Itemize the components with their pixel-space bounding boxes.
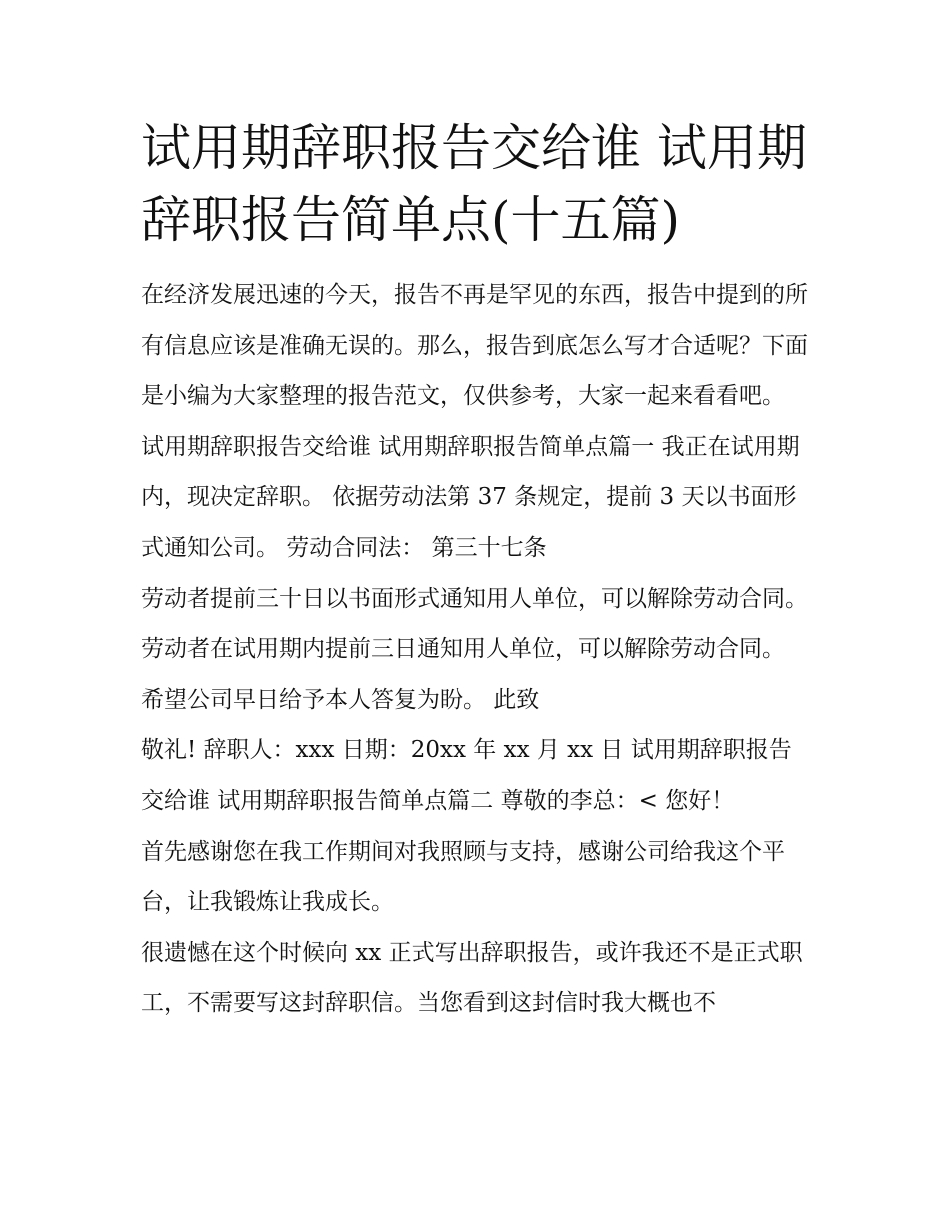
paragraph-signature-sample-two: 敬礼! 辞职人：xxx 日期：20xx 年 xx 月 xx 日 试用期辞职报告交给谁 试用期辞职报告简单点篇二 尊敬的李总：< 您好！ (141, 737, 792, 814)
paragraph-labor-law: 劳动者提前三十日以书面形式通知用人单位，可以解除劳动合同。劳动者在试用期内提前三日通知用人单位，可以解除劳动合同。 希望公司早日给予本人答复为盼。 此致 (141, 585, 808, 713)
paragraph-intro: 在经济发展迅速的今天，报告不再是罕见的东西，报告中提到的所有信息应该是准确无误的。那么，报告到底怎么写才合适呢？下面是小编为大家整理的报告范文，仅供参考，大家一起来看看吧。 (141, 282, 808, 410)
document-title: 试用期辞职报告交给谁 试用期辞职报告简单点(十五篇) (141, 119, 807, 249)
paragraph-regret: 很遗憾在这个时候向 xx 正式写出辞职报告，或许我还不是正式职工，不需要写这封辞职信。当您看到这封信时我大概也不 (141, 939, 803, 1017)
paragraph-thanks: 首先感谢您在我工作期间对我照顾与支持，感谢公司给我这个平台，让我锻炼让我成长。 (141, 838, 785, 916)
document-page (141, 112, 813, 1029)
paragraph-sample-one: 试用期辞职报告交给谁 试用期辞职报告简单点篇一 我正在试用期内，现决定辞职。 依据劳动法第 37 条规定，提前 3 天以书面形式通知公司。 劳动合同法： 第三十七条 (141, 433, 800, 561)
